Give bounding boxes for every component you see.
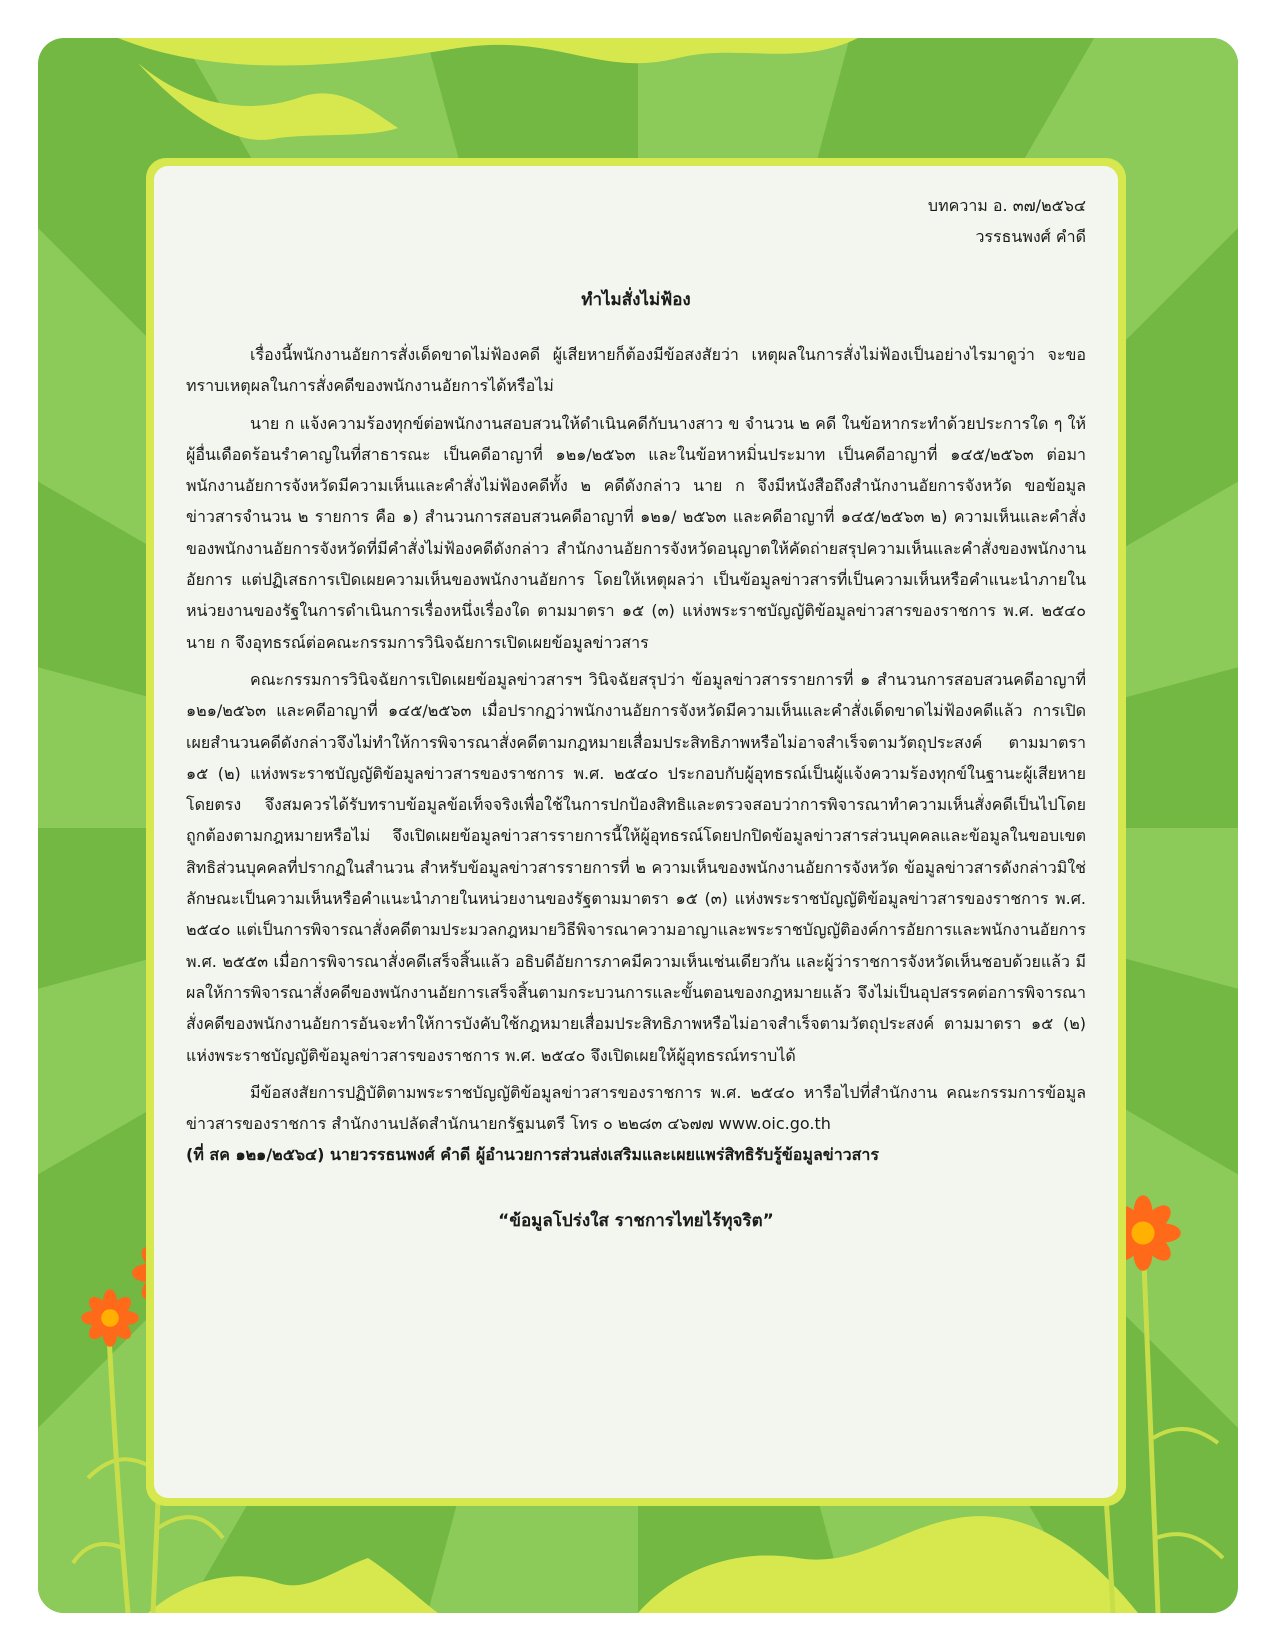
lime-border (146, 158, 1126, 1506)
decorative-frame (38, 38, 1238, 1613)
paragraph-intro: เรื่องนี้พนักงานอัยการสั่งเด็ดขาดไม่ฟ้องคดี ผู้เสียหายก็ต้องมีข้อสงสัยว่า เหตุผลในการสั่งไม่ฟ้องเป็นอย่างไรมาดูว่า จะขอทราบเหตุผลในการสั่งคดีของพนักงานอัยการได้หรือไม่ (186, 345, 1086, 396)
contact-lead: มีข้อสงสัยการปฏิบัติตามพระราชบัญญัติข้อมูลข่าวสารของราชการ พ.ศ. ๒๕๔๐ หารือไปที่สำนักงาน (250, 1082, 938, 1102)
slogan: “ข้อมูลโปร่งใส ราชการไทยไร้ทุจริต” (498, 1210, 774, 1231)
document-page (154, 166, 1118, 1498)
contact-rest: คณะกรรมการข้อมูลข่าวสารของราชการ สำนักงานปลัดสำนักนายกรัฐมนตรี โทร ๐ ๒๒๘๓ ๔๖๗๗ www.oic.go.th (186, 1082, 1086, 1134)
paragraph-decision: คณะกรรมการวินิจฉัยการเปิดเผยข้อมูลข่าวสารฯ วินิจฉัยสรุปว่า ข้อมูลข่าวสารรายการที่ ๑ สำนวนการสอบสวนคดีอาญาที่ ๑๒๑/๒๕๖๓ และคดีอาญาที่ ๑๔๕/๒๕๖๓ เมื่อปรากฏว่าพนักงานอัยการจังหวัดมีความเห็นและคำสั่งเด็ดขาดไม่ฟ้องคดีแล้ว การเปิดเผยสำนวนคดีดังกล่าวจึงไม่ทำให้การพิจารณาสั่งคดีตามกฎหมายเสื่อมประสิทธิภาพหรือไม่อาจสำเร็จตามวัตถุประสงค์ ตามมาตรา ๑๕ (๒) แห่งพระราชบัญญัติข้อมูลข่าวสารของราชการ พ.ศ. ๒๕๔๐ ประกอบกับผู้อุทธรณ์เป็นผู้แจ้งความร้องทุกข์ในฐานะผู้เสียหายโดยตรง จึงสมควรได้รับทราบข้อมูลข้อเท็จจริงเพื่อใช้ในการปกป้องสิทธิและตรวจสอบว่าการพิจารณาทำความเห็นสั่งคดีเป็นไปโดยถูกต้องตามกฎหมายหรือไม่ จึงเปิดเผยข้อมูลข่าวสารรายการนี้ให้ผู้อุทธรณ์โดยปกปิดข้อมูลข่าวสารส่วนบุคคลและข้อมูลในขอบเขต สิทธิส่วนบุคคลที่ปรากฏในสำนวน สำหรับข้อมูลข่าวสารรายการที่ ๒ ความเห็นของพนักงานอัยการจังหวัด ข้อมูลข่าวสารดังกล่าวมิใช่ลักษณะเป็นความเห็นหรือคำแนะนำภายในหน่วยงานของรัฐตามมาตรา ๑๕ (๓) แห่งพระราชบัญญัติข้อมูลข่าวสารของราชการ พ.ศ. ๒๕๔๐ แต่เป็นการพิจารณาสั่งคดีตามประมวลกฎหมายวิธีพิจารณาความอาญาและพระราชบัญญัติองค์การอัยการและพนักงานอัยการ พ.ศ. ๒๕๕๓ เมื่อการพิจารณาสั่งคดีเสร็จสิ้นแล้ว อธิบดีอัยการภาคมีความเห็นเช่นเดียวกัน และผู้ว่าราชการจังหวัดเห็นชอบด้วยแล้ว มีผลให้การพิจารณาสั่งคดีของพนักงานอัยการเสร็จสิ้นตามกระบวนการและขั้นตอนของกฎหมายแล้ว จึงไม่เป็นอุปสรรคต่อการพิจารณาสั่งคดีของพนักงานอัยการอันจะทำให้การบังคับใช้กฎหมายเสื่อมประสิทธิภาพหรือไม่อาจสำเร็จตามวัตถุประสงค์ ตามมาตรา ๑๕ (๒) แห่งพระราชบัญญัติข้อมูลข่าวสารของราชการ พ.ศ. ๒๕๔๐ จึงเปิดเผยให้ผู้อุทธรณ์ทราบได้ (186, 669, 1086, 1065)
contact-info (186, 1077, 1086, 1140)
author-name: วรรธนพงศ์ คำดี (975, 227, 1086, 246)
document-body (186, 190, 1086, 1234)
paragraph-facts: นาย ก แจ้งความร้องทุกข์ต่อพนักงานสอบสวนให้ดำเนินคดีกับนางสาว ข จำนวน ๒ คดี ในข้อหากระทำด้วยประการใด ๆ ให้ผู้อื่นเดือดร้อนรำคาญในที่สาธารณะ เป็นคดีอาญาที่ ๑๒๑/๒๕๖๓ และในข้อหาหมิ่นประมาท เป็นคดีอาญาที่ ๑๔๕/๒๕๖๓ ต่อมาพนักงานอัยการจังหวัดมีความเห็นและคำสั่งไม่ฟ้องคดีทั้ง ๒ คดีดังกล่าว นาย ก จึงมีหนังสือถึงสำนักงานอัยการจังหวัด ขอข้อมูลข่าวสารจำนวน ๒ รายการ คือ ๑) สำนวนการสอบสวนคดีอาญาที่ ๑๒๑/ ๒๕๖๓ และคดีอาญาที่ ๑๔๕/๒๕๖๓ ๒) ความเห็นและคำสั่งของพนักงานอัยการจังหวัดที่มีคำสั่งไม่ฟ้องคดีดังกล่าว สำนักงานอัยการจังหวัดอนุญาตให้คัดถ่ายสรุปความเห็นและคำสั่งของพนักงานอัยการ แต่ปฏิเสธการเปิดเผยความเห็นของพนักงานอัยการ โดยให้เหตุผลว่า เป็นข้อมูลข่าวสารที่เป็นความเห็นหรือคำแนะนำภายในหน่วยงานของรัฐในการดำเนินการเรื่องหนึ่งเรื่องใด ตามมาตรา ๑๕ (๓) แห่งพระราชบัญญัติข้อมูลข่าวสารของราชการ พ.ศ. ๒๕๔๐ นาย ก จึงอุทธรณ์ต่อคณะกรรมการวินิจฉัยการเปิดเผยข้อมูลข่าวสาร (186, 413, 1086, 652)
article-number: บทความ อ. ๓๗/๒๕๖๔ (927, 196, 1086, 215)
document-title: ทำไมสั่งไม่ฟ้อง (581, 290, 691, 310)
flower-icon (81, 1289, 139, 1347)
signature-line: (ที่ สค ๑๒๑/๒๕๖๔) นายวรรธนพงศ์ คำดี ผู้อำนวยการส่วนส่งเสริมและเผยแพร่สิทธิรับรู้ข้อมูลข่าวสาร (186, 1145, 880, 1165)
